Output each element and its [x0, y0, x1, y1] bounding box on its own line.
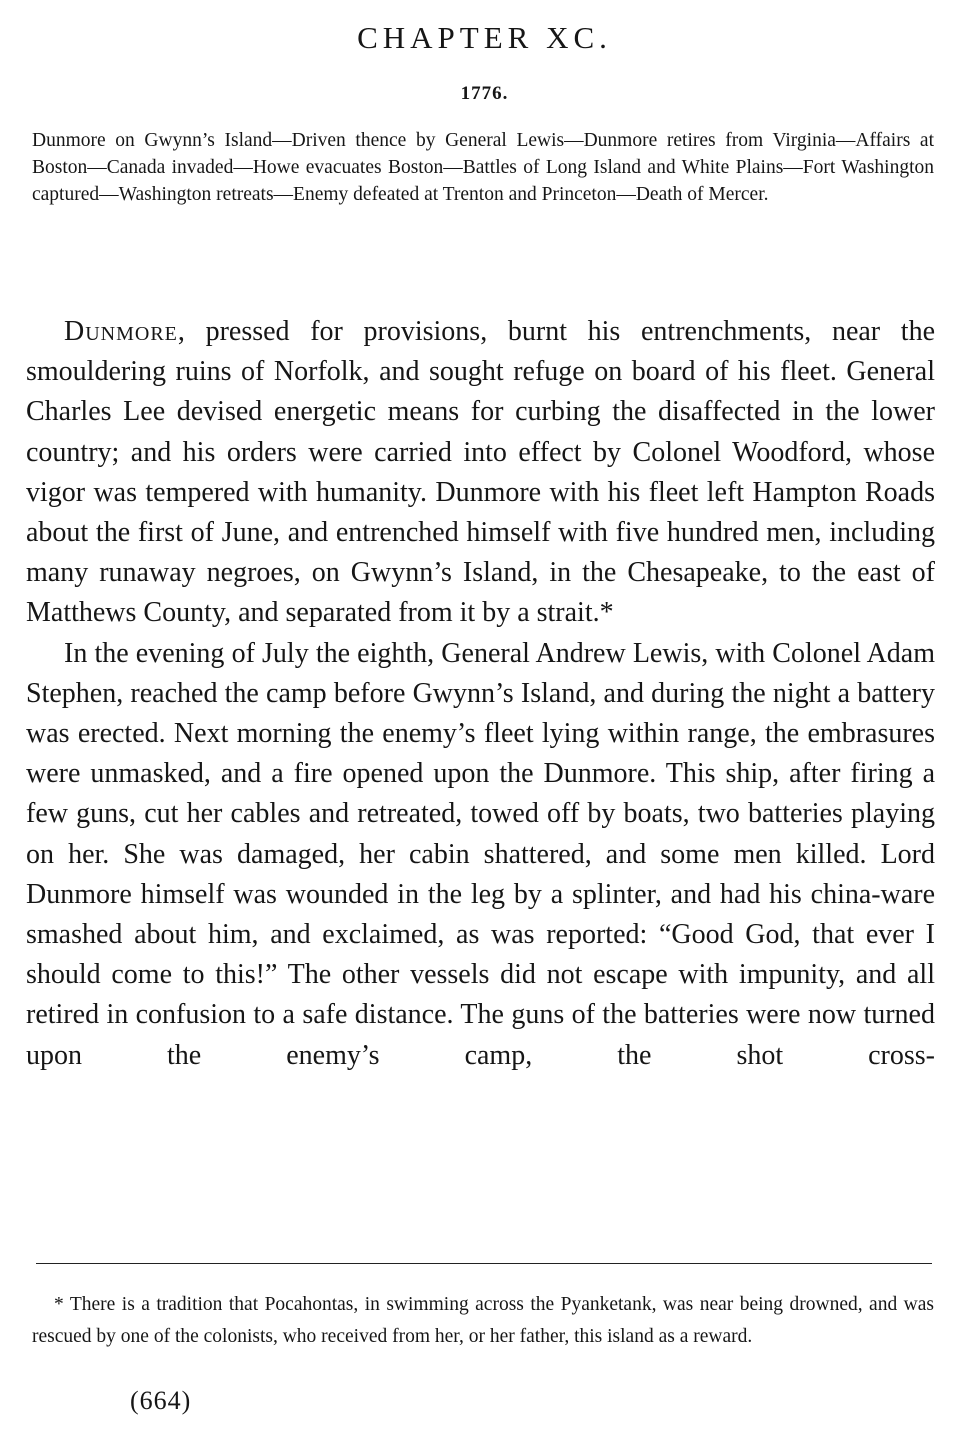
page-number: (664) — [130, 1386, 192, 1415]
drop-lead-word: Dunmore — [64, 316, 178, 347]
body-paragraph-1-text: , pressed for provisions, burnt his entrenchments, near the smouldering ruins of Norfolk, and sought refuge on board of his fleet. General Charles Lee devised energetic means for curbing the disaffected in the lower country; and his orders were carried into effect by Colonel Woodford, whose vigor was tempered with humanity. Dunmore with his fleet left Hampton Roads about the first of June, and entrenched himself with five hundred men, including many runaway negroes, on Gwynn’s Island, in the Chesapeake, to the east of Matthews County, and separated from it by a strait.* — [26, 316, 935, 629]
body-paragraph-2: In the evening of July the eighth, General Andrew Lewis, with Colonel Adam Stephen, reached the camp before Gwynn’s Island, and during the night a battery was erected. Next morning the enemy’s fleet lying within range, the embrasures were unmasked, and a fire opened upon the Dunmore. This ship, after firing a few guns, cut her cables and retreated, towed off by boats, two batteries playing on her. She was damaged, her cabin shattered, and some men killed. Lord Dunmore himself was wounded in the leg by a splinter, and had his china-ware smashed about him, and exclaimed, as was reported: “Good God, that ever I should come to this!” The other vessels did not escape with impunity, and all retired in confusion to a safe distance. The guns of the batteries were now turned upon the enemy’s camp, the shot cross- — [26, 637, 935, 1071]
chapter-body — [26, 312, 935, 1076]
body-paragraph-1 — [26, 312, 935, 634]
footnote: * There is a tradition that Pocahontas, in swimming across the Pyanketank, was near being drowned, and was rescued by one of the colonists, who received from her, or her father, this island as a reward. — [32, 1294, 934, 1347]
chapter-year: 1776. — [460, 83, 509, 104]
footnote-divider — [36, 1263, 932, 1264]
chapter-title: CHAPTER XC. — [357, 20, 612, 55]
chapter-synopsis: Dunmore on Gwynn’s Island—Driven thence by General Lewis—Dunmore retires from Virginia—Affairs at Boston—Canada invaded—Howe evacuates Boston—Battles of Long Island and White Plains—Fort Washington captured—Washington retreats—Enemy defeated at Trenton and Princeton—Death of Mercer. — [32, 130, 934, 205]
